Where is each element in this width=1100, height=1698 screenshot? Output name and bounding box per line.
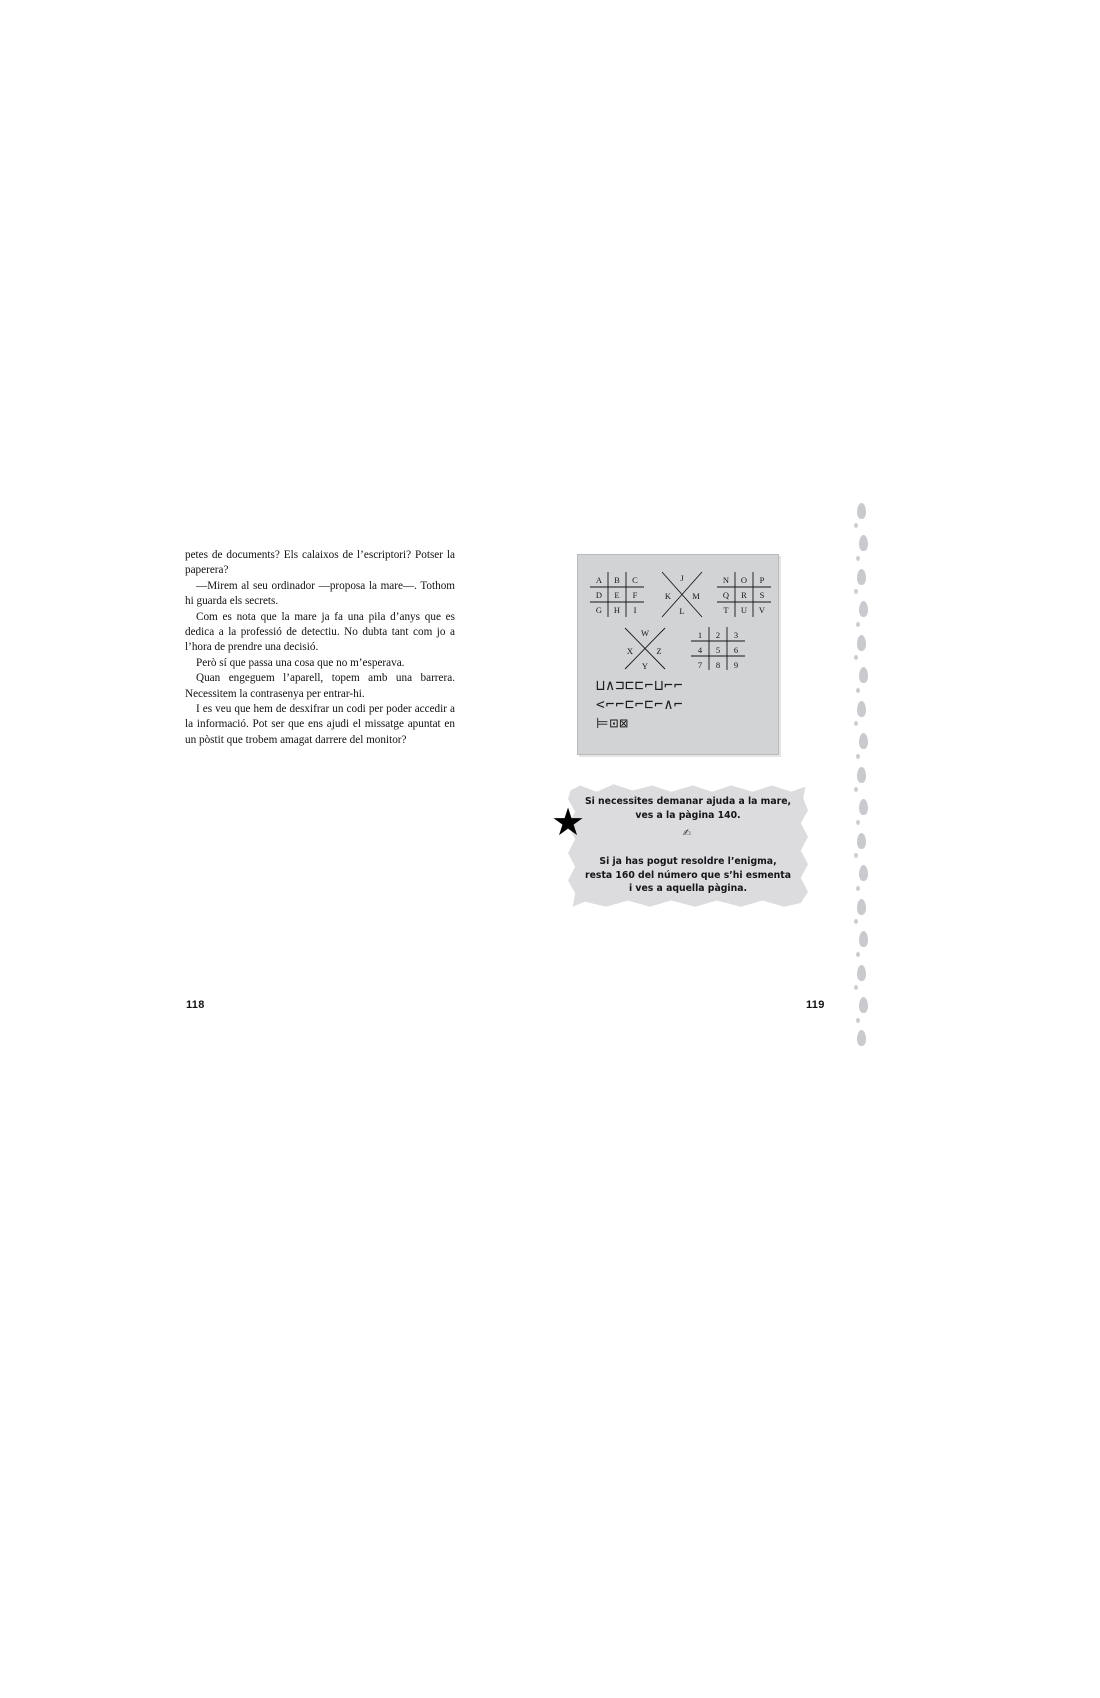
note-text-bottom [584, 855, 792, 896]
footprints-decoration [845, 503, 877, 1043]
svg-text:7: 7 [697, 660, 703, 670]
svg-text:N: N [722, 575, 730, 585]
paragraph-3: Com es nota que la mare ja fa una pila d’anys que es dedica a la professió de detectiu. No dubta tant com jo a l’hora de prendre una decisió. [185, 610, 455, 654]
note-line-3: Si ja has pogut resoldre l’enigma, [599, 856, 777, 867]
paragraph-2: —Mirem al seu ordinador —proposa la mare—. Tothom hi guarda els secrets. [185, 579, 455, 608]
svg-text:Z: Z [656, 646, 662, 656]
cipher-line-3: ⊨⊡⊠ [596, 716, 630, 732]
star-icon: ★ [551, 802, 586, 844]
svg-text:3: 3 [733, 630, 739, 640]
svg-text:2: 2 [715, 630, 721, 640]
paragraph-1: petes de documents? Els calaixos de l’escriptori? Potser la paperera? [185, 549, 455, 577]
paragraph-6: I es veu que hem de desxifrar un codi per poder accedir a la informació. Pot ser que ens ajudi el missatge apuntat en un pòstit que trobem amagat darrere del monitor? [185, 703, 455, 746]
svg-text:C: C [632, 575, 638, 585]
note-text-top [584, 795, 792, 842]
svg-text:V: V [758, 605, 766, 615]
cipher-line-2: <⌐⌐⊏⌐⊏⌐∧⌐ [596, 697, 684, 713]
svg-text:J: J [680, 573, 684, 583]
svg-text:5: 5 [715, 645, 721, 655]
cipher-key-inner [578, 555, 778, 754]
cipher-line-1: ⊔∧⊐⊏⊏⌐⊔⌐⌐ [596, 678, 684, 694]
svg-text:Y: Y [641, 661, 649, 671]
svg-text:B: B [614, 575, 620, 585]
note-line-4: resta 160 del número que s’hi esmenta [585, 869, 791, 881]
pointing-hands-divider-icon: ✍ [682, 828, 694, 839]
svg-text:H: H [613, 605, 621, 615]
svg-text:R: R [741, 590, 747, 600]
svg-text:L: L [679, 606, 685, 616]
page-number-right: 119 [806, 999, 825, 1011]
svg-text:X: X [626, 646, 634, 656]
svg-text:Q: Q [722, 590, 730, 600]
svg-text:6: 6 [733, 645, 739, 655]
svg-text:M: M [692, 591, 700, 601]
svg-text:K: K [664, 591, 672, 601]
svg-text:8: 8 [715, 660, 721, 670]
svg-text:O: O [740, 575, 748, 585]
paragraph-4: Però sí que passa una cosa que no m’esperava. [196, 656, 405, 669]
svg-text:P: P [759, 575, 765, 585]
svg-text:1: 1 [697, 630, 703, 640]
svg-text:U: U [740, 605, 748, 615]
svg-text:W: W [640, 628, 650, 638]
svg-text:A: A [595, 575, 603, 585]
paragraph-5: Quan engeguem l’aparell, topem amb una barrera. Necessitem la contrasenya per entrar-hi. [185, 672, 455, 700]
svg-text:F: F [632, 590, 638, 600]
svg-text:I: I [633, 605, 637, 615]
svg-text:9: 9 [733, 660, 739, 670]
torn-note [568, 783, 808, 908]
body-text [185, 548, 455, 748]
cipher-key-panel [577, 554, 779, 755]
svg-text:S: S [759, 590, 765, 600]
cipher-coded-message [596, 677, 766, 734]
note-line-1: Si necessites demanar ajuda a la mare, [584, 796, 792, 807]
svg-text:E: E [614, 590, 620, 600]
note-line-5: i ves a aquella pàgina. [629, 883, 747, 894]
svg-text:D: D [595, 590, 603, 600]
svg-text:T: T [723, 605, 729, 615]
svg-text:4: 4 [697, 645, 703, 655]
left-page-text-column [185, 548, 455, 748]
note-line-2: ves a la pàgina 140. [635, 809, 741, 821]
page-number-left: 118 [186, 999, 205, 1011]
svg-text:G: G [595, 605, 603, 615]
